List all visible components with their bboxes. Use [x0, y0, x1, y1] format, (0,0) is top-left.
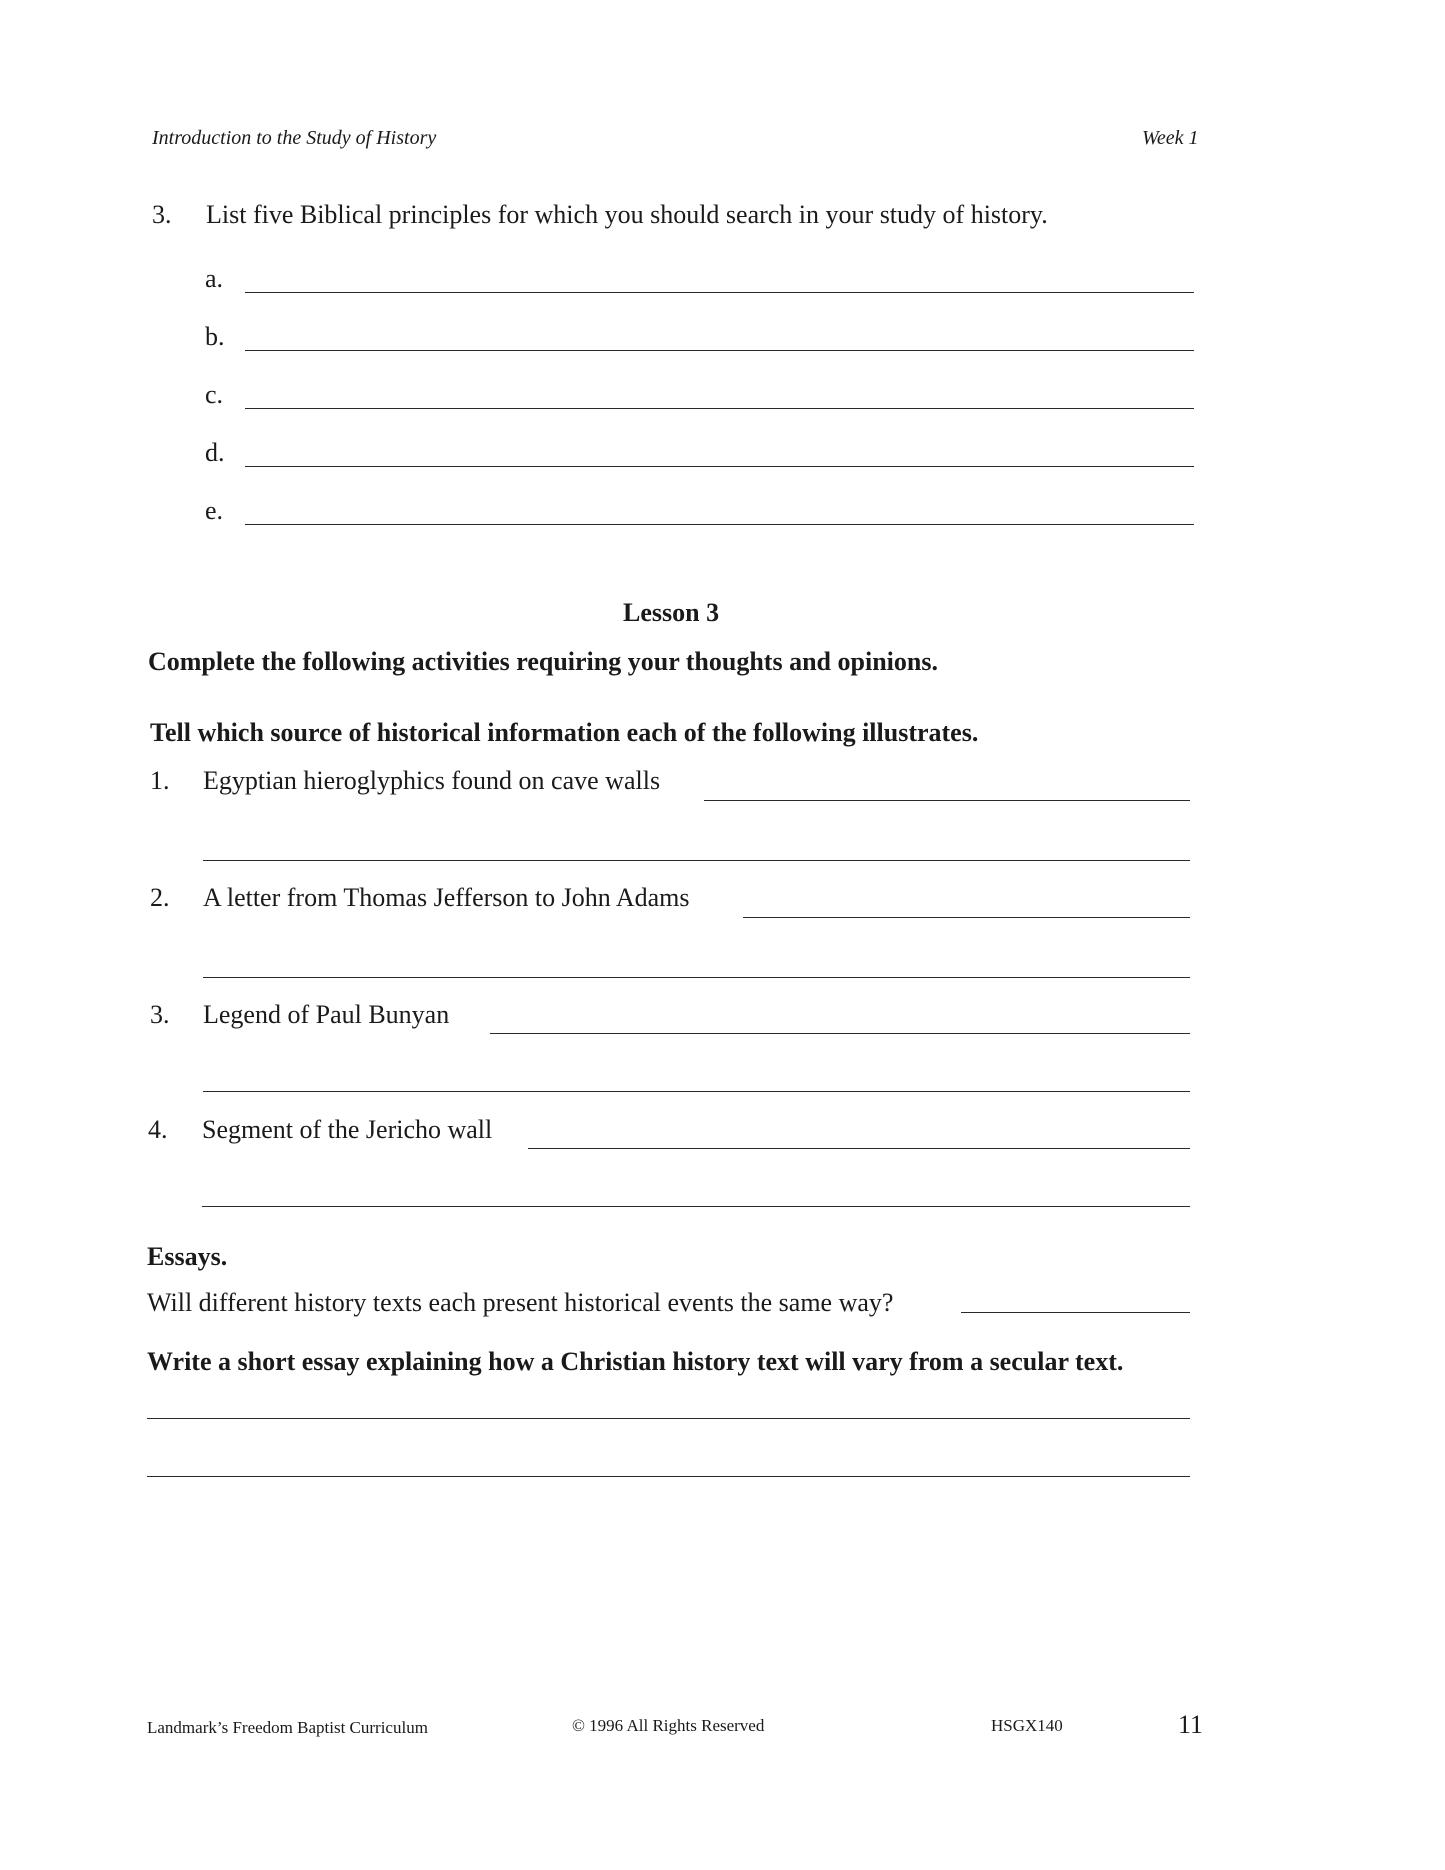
header-week: Week 1 — [1142, 127, 1199, 149]
item-text: Egyptian hieroglyphics found on cave walls — [203, 766, 661, 795]
footer-copyright: © 1996 All Rights Reserved — [572, 1716, 765, 1735]
item-label-b: b. — [205, 322, 225, 351]
lesson-title: Lesson 3 — [623, 598, 720, 627]
item-text: Segment of the Jericho wall — [202, 1115, 493, 1144]
page-number: 11 — [1178, 1710, 1204, 1739]
essay-question-answer-line[interactable] — [961, 1312, 1190, 1313]
item-text: A letter from Thomas Jefferson to John Adams — [203, 883, 690, 912]
answer-line-2a[interactable] — [743, 917, 1190, 918]
item-number: 3. — [150, 1000, 170, 1029]
answer-line-1b[interactable] — [203, 860, 1190, 861]
footer-code: HSGX140 — [991, 1716, 1063, 1735]
item-label-e: e. — [205, 496, 224, 525]
answer-line-2b[interactable] — [203, 977, 1190, 978]
item-number: 2. — [150, 883, 170, 912]
answer-line-3b[interactable] — [203, 1091, 1190, 1092]
item-label-c: c. — [205, 380, 224, 409]
essay-line-2[interactable] — [147, 1476, 1190, 1477]
answer-line-4b[interactable] — [202, 1206, 1190, 1207]
lesson-instructions: Complete the following activities requiring your thoughts and opinions. — [148, 647, 938, 676]
item-label-d: d. — [205, 438, 225, 467]
answer-line-d[interactable] — [245, 466, 1194, 467]
header-title: Introduction to the Study of History — [152, 127, 437, 149]
item-text: Legend of Paul Bunyan — [203, 1000, 450, 1029]
item-number: 1. — [150, 766, 170, 795]
essay-line-1[interactable] — [147, 1418, 1190, 1419]
question-number: 3. — [152, 200, 172, 229]
footer-publisher: Landmark’s Freedom Baptist Curriculum — [147, 1718, 428, 1737]
item-label-a: a. — [205, 264, 224, 293]
answer-line-b[interactable] — [245, 350, 1194, 351]
item-number: 4. — [148, 1115, 168, 1144]
essay-question: Will different history texts each present historical events the same way? — [147, 1288, 894, 1317]
question-text: List five Biblical principles for which you should search in your study of history. — [206, 200, 1048, 229]
answer-line-1a[interactable] — [704, 800, 1190, 801]
essays-heading: Essays. — [147, 1242, 228, 1271]
answer-line-3a[interactable] — [490, 1033, 1190, 1034]
answer-line-a[interactable] — [245, 292, 1194, 293]
answer-line-c[interactable] — [245, 408, 1194, 409]
answer-line-4a[interactable] — [528, 1148, 1190, 1149]
essay-prompt: Write a short essay explaining how a Christian history text will vary from a secular text. — [147, 1347, 1124, 1376]
answer-line-e[interactable] — [245, 524, 1194, 525]
lesson-prompt: Tell which source of historical information each of the following illustrates. — [150, 718, 979, 747]
